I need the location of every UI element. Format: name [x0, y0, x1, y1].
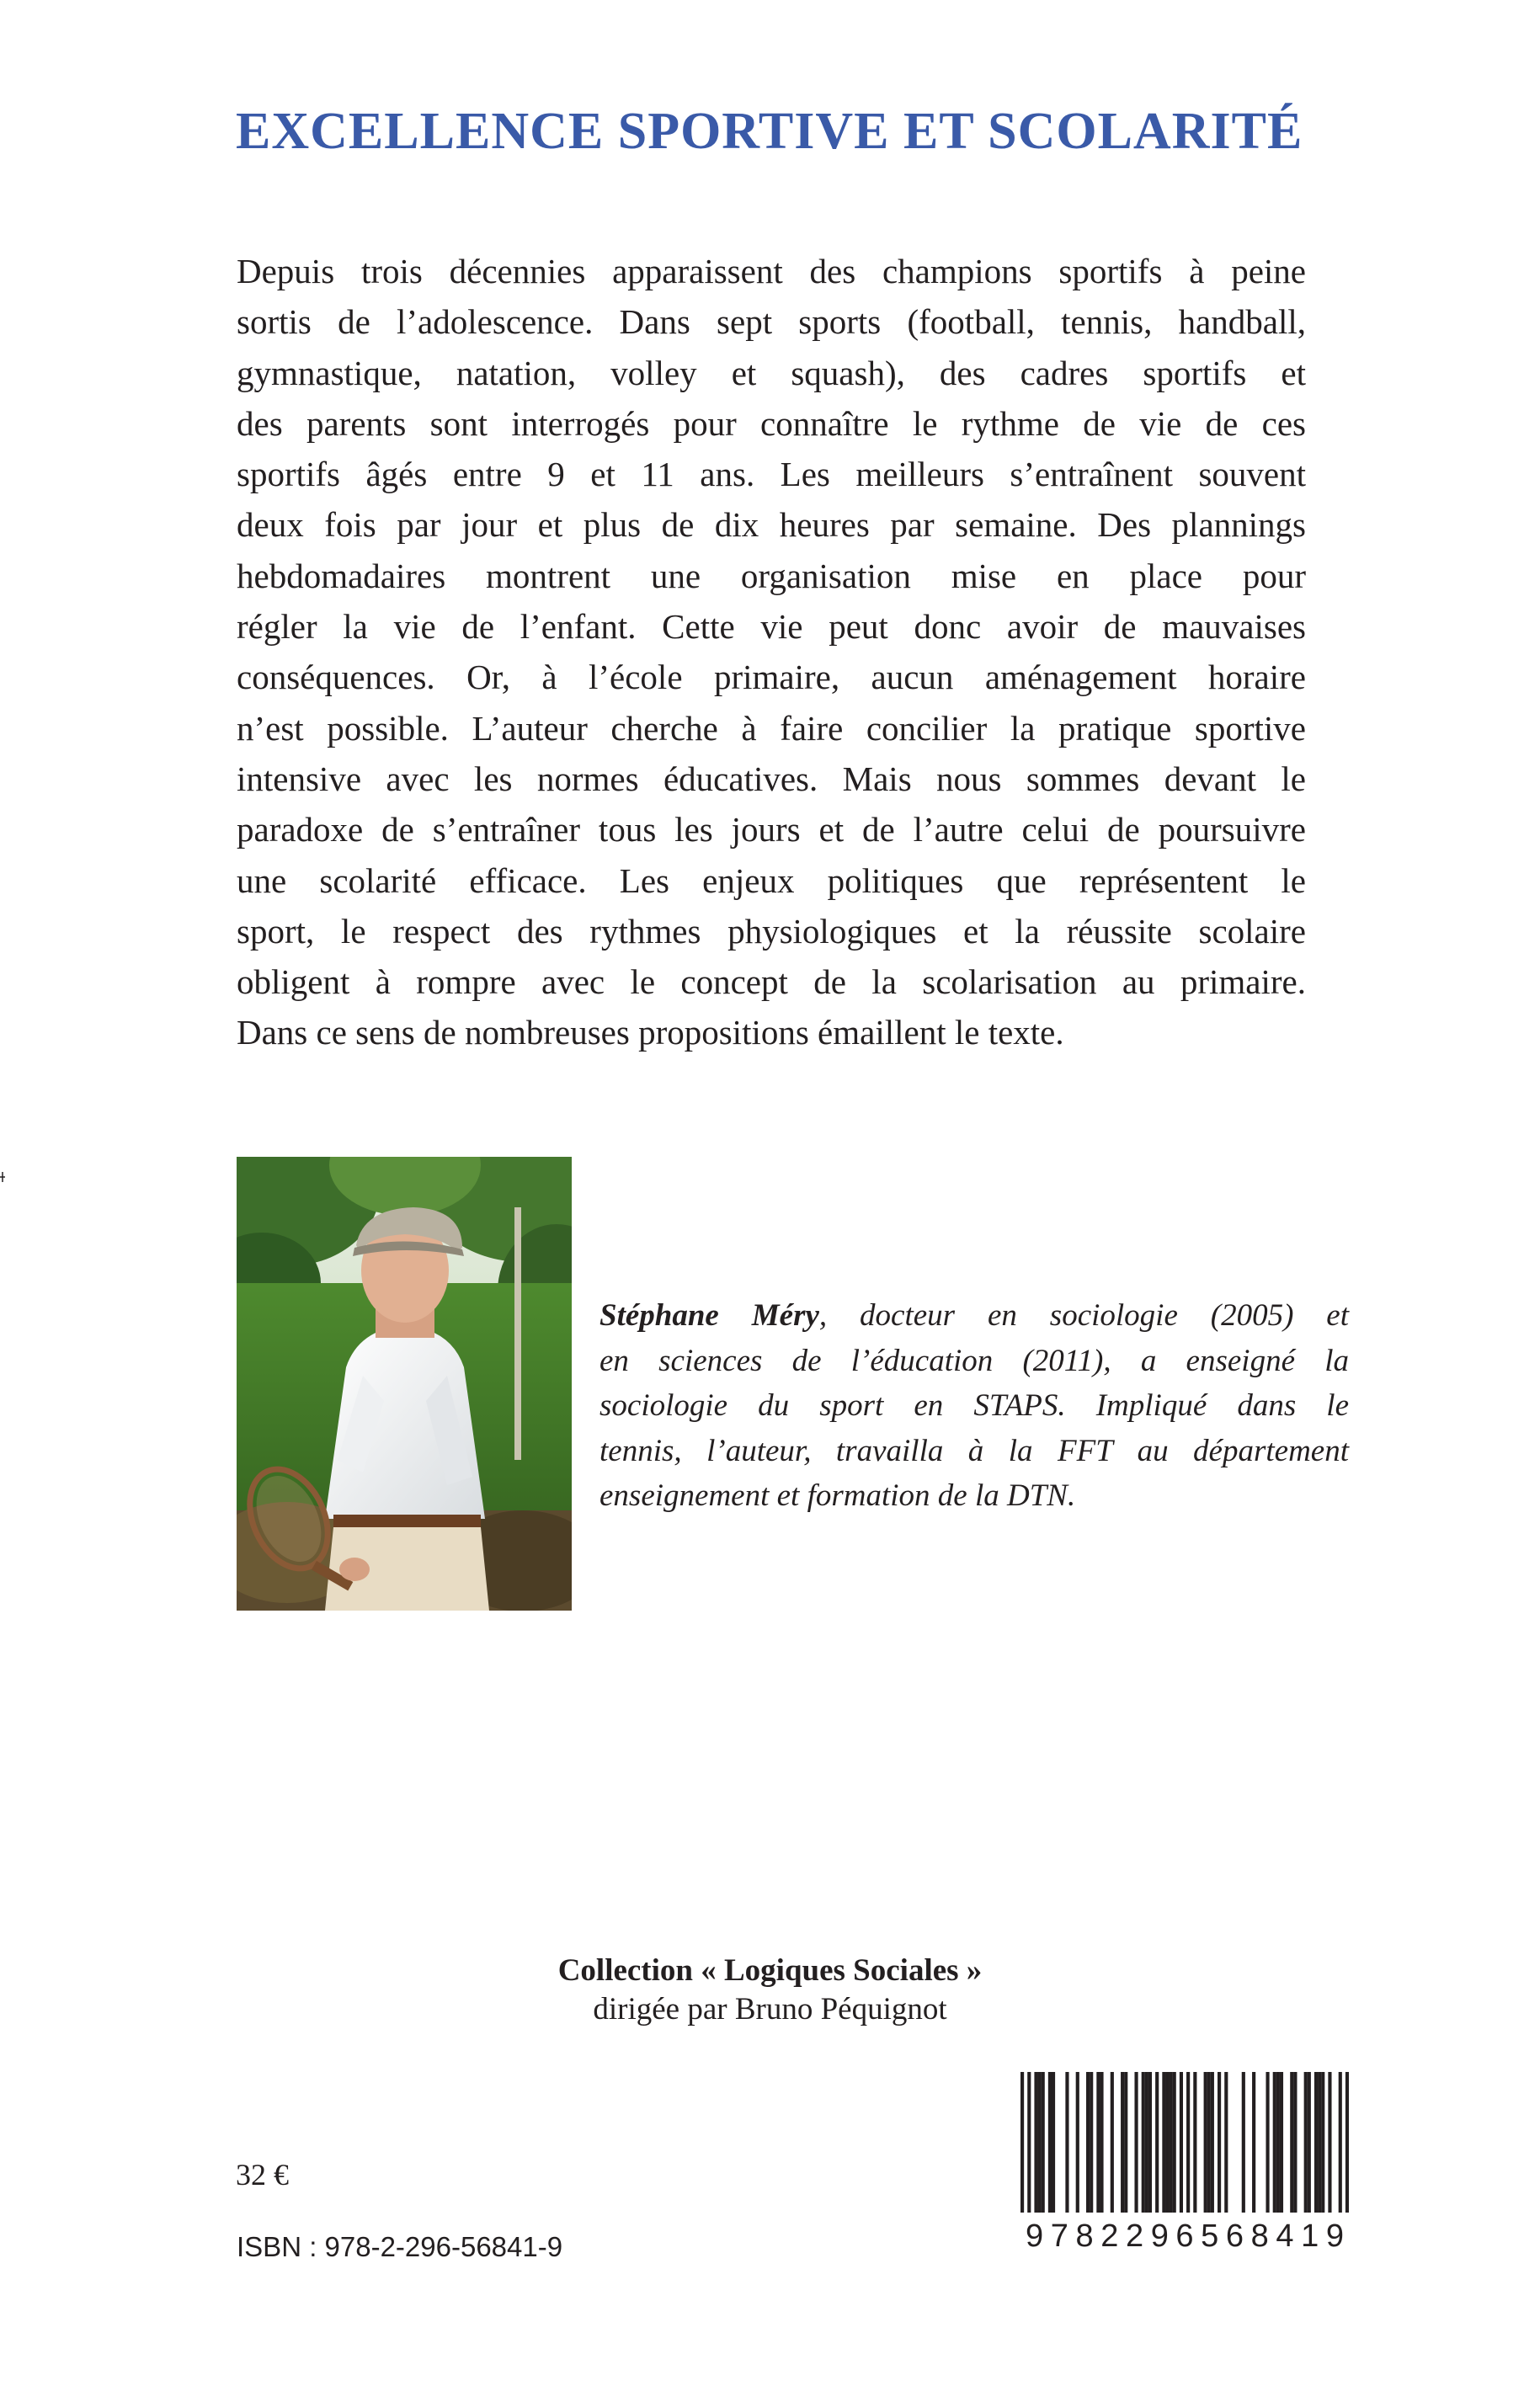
- barcode-digits: [1020, 2213, 1349, 2255]
- bio-line: tennis, l’auteur, travailla à la FFT au département: [599, 1433, 1349, 1468]
- back-cover-blurb: [237, 246, 1306, 1058]
- author-bio: [599, 1293, 1349, 1519]
- blurb-line: deux fois par jour et plus de dix heures par semaine. Des plannings: [237, 505, 1306, 545]
- blurb-line: conséquences. Or, à l’école primaire, aucun aménagement horaire: [237, 658, 1306, 697]
- collection-director: dirigée par Bruno Péquignot: [593, 1992, 947, 2027]
- blurb-line: hebdomadaires montrent une organisation mise en place pour: [237, 556, 1306, 595]
- collection-info: [0, 1952, 1540, 2029]
- author-photo: [237, 1157, 572, 1611]
- blurb-line: gymnastique, natation, volley et squash), des cadres sportifs et: [237, 353, 1306, 392]
- collection-name: Collection « Logiques Sociales »: [557, 1953, 983, 1988]
- blurb-line: Dans ce sens de nombreuses propositions émaillent le texte.: [237, 1013, 1064, 1052]
- blurb-line: paradoxe de s’entraîner tous les jours et de l’autre celui de poursuivre: [237, 810, 1306, 849]
- isbn: ISBN : 978-2-296-56841-9: [237, 2231, 563, 2262]
- price: 32 €: [236, 2158, 289, 2192]
- blurb-line: des parents sont interrogés pour connaître le rythme de vie de ces: [237, 403, 1306, 443]
- blurb-line: sport, le respect des rythmes physiologiques et la réussite scolaire: [237, 911, 1306, 951]
- bio-line: [599, 1293, 1349, 1339]
- book-title: EXCELLENCE SPORTIVE ET SCOLARITÉ: [236, 103, 1303, 160]
- bio-line: sociologie du sport en STAPS. Impliqué dans le: [599, 1388, 1349, 1423]
- author-name: Stéphane Méry: [599, 1298, 819, 1333]
- blurb-line: une scolarité efficace. Les enjeux politiques que représentent le: [237, 860, 1306, 900]
- bio-line-text: , docteur en sociologie (2005) et: [818, 1298, 1350, 1333]
- blurb-line: régler la vie de l’enfant. Cette vie peut donc avoir de mauvaises: [237, 607, 1306, 647]
- barcode-digits-text: 9782296568419: [1026, 2218, 1344, 2254]
- bio-line: en sciences de l’éducation (2011), a enseigné la: [599, 1343, 1349, 1378]
- blurb-line: n’est possible. L’auteur cherche à faire concilier la pratique sportive: [237, 708, 1306, 748]
- bio-line: enseignement et formation de la DTN.: [599, 1478, 1076, 1513]
- blurb-line: intensive avec les normes éducatives. Mais nous sommes devant le: [237, 759, 1306, 798]
- crop-mark: [0, 1169, 5, 1185]
- blurb-line: sortis de l’adolescence. Dans sept sports (football, tennis, handball,: [237, 302, 1306, 342]
- blurb-line: sportifs âgés entre 9 et 11 ans. Les meilleurs s’entraînent souvent: [237, 455, 1306, 494]
- blurb-line: obligent à rompre avec le concept de la scolarisation au primaire.: [237, 962, 1306, 1002]
- blurb-line: Depuis trois décennies apparaissent des champions sportifs à peine: [237, 252, 1306, 290]
